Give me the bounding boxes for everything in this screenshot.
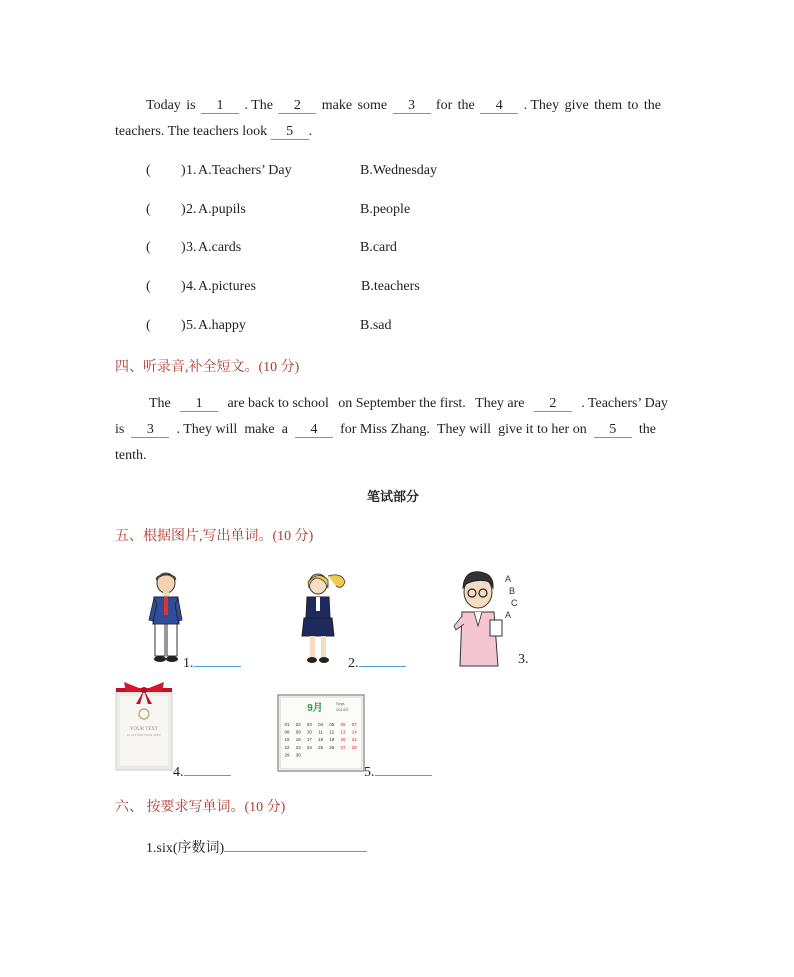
word: make [321,98,353,113]
word: the [643,98,661,113]
question-1 [146,836,367,857]
word: teachers [192,124,239,139]
calendar-date: 15 [284,737,290,743]
calendar-date: 01 [284,722,290,727]
word: them [594,98,623,113]
word: look [242,124,268,139]
passage2-line1 [149,396,668,412]
passage1-line1 [146,98,661,114]
calendar-note: Sept. [336,701,346,706]
calendar-year: 2014年 [336,707,349,712]
open-paren[interactable]: ( [146,163,151,178]
blank-2[interactable]: 2 [534,396,572,412]
word: for [435,98,453,113]
word: . The [244,98,273,113]
blank-3[interactable]: 3 [131,422,169,438]
word: teachers. [115,124,165,139]
calendar-date: 23 [295,744,301,750]
word: . Teachers’ Day [581,396,668,411]
number-label: 5. [364,765,375,780]
calendar-date: 12 [329,729,335,735]
section6-title: 六、 按要求写单词。(10 分) [115,800,286,815]
calendar-date: 02 [295,722,301,727]
word: are back to school [227,396,329,411]
calendar-month: 9月 [307,703,323,714]
board-letter: A [505,610,512,620]
calendar-date: 22 [284,744,290,750]
close-paren: ) [181,318,186,333]
blank-4[interactable]: 4 [295,422,333,438]
close-paren: ) [181,279,186,294]
board-letter: A [505,574,512,584]
calendar-date: 16 [295,737,301,743]
blank-1[interactable]: 1 [180,396,218,412]
option-a: A.pupils [198,202,246,217]
word: the [638,422,656,437]
word: for Miss Zhang. [340,422,430,437]
calendar-date: 14 [351,729,357,735]
board-letter: B [509,586,516,596]
word: make [244,422,275,437]
calendar-date: 25 [318,744,324,750]
picture-1-answer [183,652,241,672]
calendar-date: 26 [329,744,335,750]
word: The [167,124,190,139]
answer-line[interactable] [224,836,367,852]
calendar-date: 08 [284,729,290,735]
calendar-date: 19 [329,737,335,743]
passage2-line2 [115,422,656,438]
word: give it to her on [498,422,587,437]
picture-5-answer [364,761,432,781]
section5-title: 五、根据图片,写出单词。(10 分) [115,529,314,544]
blank-2[interactable]: 2 [278,98,316,114]
calendar-date: 30 [295,752,301,758]
open-paren[interactable]: ( [146,240,151,255]
calendar-date: 05 [329,722,335,727]
answer-line[interactable] [359,652,406,667]
word: They are [475,396,525,411]
option-a: A.happy [198,318,246,333]
written-part-heading: 笔试部分 [367,489,420,504]
word: . [308,124,313,139]
option-b: B.Wednesday [360,163,438,178]
calendar-date: 20 [340,737,346,743]
calendar-date: 17 [306,737,312,743]
option-a: A.Teachers’ Day [198,163,292,178]
option-a: A.cards [198,240,242,255]
calendar-date: 04 [318,722,324,727]
word: give [564,98,589,113]
open-paren[interactable]: ( [146,279,151,294]
calendar-picture [277,694,365,772]
card-picture [114,682,174,772]
word: some [357,98,388,113]
word: is [115,422,125,437]
word: . They will [176,422,238,437]
option-b: B.teachers [361,279,420,294]
option-a: A.pictures [198,279,256,294]
blank-4[interactable]: 4 [480,98,518,114]
blank-1[interactable]: 1 [201,98,239,114]
calendar-date: 03 [306,722,312,727]
picture-3-number: 3. [518,652,529,667]
number-label: 1. [183,656,194,671]
calendar-date: 18 [318,737,324,743]
word: a [281,422,288,437]
word: The [149,396,171,411]
calendar-date: 24 [306,744,312,750]
card-subtext: PLACE FOR YOUR TEXT [127,733,161,737]
calendar-date: 11 [318,729,323,735]
close-paren: ) [181,163,186,178]
word: They will [436,422,491,437]
question-label: 1.six(序数词) [146,841,225,856]
question-number: 1. [186,163,197,178]
section4-title: 四、听录音,补全短文。(10 分) [115,360,300,375]
blank-5[interactable]: 5 [594,422,632,438]
open-paren[interactable]: ( [146,202,151,217]
board-letter: C [511,598,518,608]
word: Today [146,98,181,113]
picture-2-answer [348,652,406,672]
word: . They [523,98,560,113]
card-text: YOUR TEXT [129,727,159,732]
blank-3[interactable]: 3 [393,98,431,114]
question-number: 5. [186,318,197,333]
calendar-date: 29 [284,752,290,758]
teacher-picture [450,566,522,668]
calendar-date: 09 [295,729,301,735]
calendar-date: 27 [340,744,346,750]
close-paren: ) [181,202,186,217]
calendar-date: 28 [351,744,357,750]
calendar-date: 07 [351,722,357,727]
passage2-line3: tenth. [115,448,147,463]
open-paren[interactable]: ( [146,318,151,333]
answer-line[interactable] [375,761,432,776]
picture-4-answer [173,761,231,781]
calendar-date: 13 [340,729,346,735]
answer-line[interactable] [194,652,241,667]
number-label: 2. [348,656,359,671]
calendar-date: 10 [306,729,312,735]
word: to [627,98,639,113]
word: on September the first. [338,396,466,411]
close-paren: ) [181,240,186,255]
blank-5[interactable]: 5 [271,124,309,140]
calendar-date: 21 [351,737,357,743]
word: the [457,98,475,113]
question-number: 3. [186,240,197,255]
passage1-line2 [115,124,312,140]
answer-line[interactable] [184,761,231,776]
question-number: 4. [186,279,197,294]
word: is [186,98,196,113]
girl-picture [298,570,350,668]
option-b: B.people [360,202,411,217]
option-b: B.card [360,240,397,255]
number-label: 4. [173,765,184,780]
question-number: 2. [186,202,197,217]
option-b: B.sad [360,318,392,333]
calendar-date: 06 [340,722,346,727]
